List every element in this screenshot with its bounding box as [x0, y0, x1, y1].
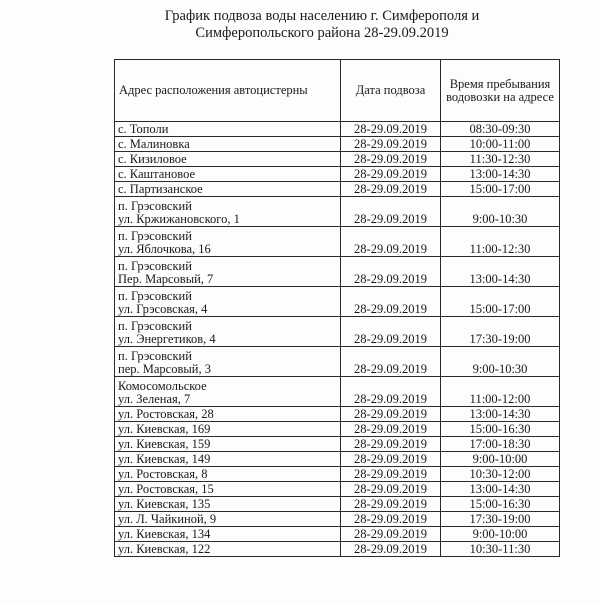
- address-line-2: ул. Яблочкова, 16: [118, 242, 211, 256]
- time-cell: 9:00-10:00: [441, 452, 560, 467]
- time-cell: 15:00-17:00: [441, 182, 560, 197]
- address-line-1: с. Кизиловое: [118, 152, 187, 166]
- document-title: [112, 8, 532, 42]
- date-cell: 28-29.09.2019: [341, 542, 441, 557]
- address-line-2: ул. Грэсовская, 4: [118, 302, 208, 316]
- address-cell: [115, 407, 341, 422]
- time-cell: 10:30-12:00: [441, 467, 560, 482]
- address-cell: [115, 512, 341, 527]
- address-line-1: с. Тополи: [118, 122, 169, 136]
- address-line-1: ул. Киевская, 149: [118, 452, 211, 466]
- time-cell: 10:00-11:00: [441, 137, 560, 152]
- address-line-1: ул. Киевская, 169: [118, 422, 211, 436]
- date-cell: 28-29.09.2019: [341, 317, 441, 347]
- address-line-1: ул. Киевская, 134: [118, 527, 211, 541]
- table-row: [115, 452, 560, 467]
- table-row: [115, 167, 560, 182]
- address-line-1: с. Каштановое: [118, 167, 196, 181]
- date-cell: 28-29.09.2019: [341, 257, 441, 287]
- time-cell: 15:00-17:00: [441, 287, 560, 317]
- time-cell: 11:00-12:30: [441, 227, 560, 257]
- time-cell: 15:00-16:30: [441, 497, 560, 512]
- address-cell: [115, 197, 341, 227]
- table-row: [115, 137, 560, 152]
- date-cell: 28-29.09.2019: [341, 122, 441, 137]
- table-header-row: [115, 60, 560, 122]
- address-cell: [115, 137, 341, 152]
- date-cell: 28-29.09.2019: [341, 197, 441, 227]
- table-row: [115, 467, 560, 482]
- time-cell: 17:30-19:00: [441, 317, 560, 347]
- date-cell: 28-29.09.2019: [341, 482, 441, 497]
- table-row: [115, 497, 560, 512]
- table-row: [115, 482, 560, 497]
- address-cell: [115, 347, 341, 377]
- table-row: [115, 197, 560, 227]
- address-line-1: ул. Ростовская, 15: [118, 482, 214, 496]
- table-row: [115, 227, 560, 257]
- date-cell: 28-29.09.2019: [341, 512, 441, 527]
- address-line-1: п. Грэсовский: [118, 229, 192, 243]
- title-line-1: График подвоза воды населению г. Симферополя и: [164, 8, 480, 24]
- header-address: Адрес расположения автоцистерны: [115, 60, 341, 122]
- title-line-2: Симферопольского района 28-29.09.2019: [195, 25, 449, 41]
- address-cell: [115, 182, 341, 197]
- address-cell: [115, 527, 341, 542]
- address-line-2: пер. Марсовый, 3: [118, 362, 211, 376]
- table-row: [115, 377, 560, 407]
- address-line-1: Комосомольское: [118, 379, 207, 393]
- table-row: [115, 257, 560, 287]
- table-row: [115, 152, 560, 167]
- address-line-1: ул. Ростовская, 8: [118, 467, 208, 481]
- date-cell: 28-29.09.2019: [341, 527, 441, 542]
- address-line-1: п. Грэсовский: [118, 349, 192, 363]
- address-line-1: п. Грэсовский: [118, 319, 192, 333]
- time-cell: 9:00-10:30: [441, 197, 560, 227]
- time-cell: 13:00-14:30: [441, 482, 560, 497]
- table-row: [115, 317, 560, 347]
- address-line-1: с. Партизанское: [118, 182, 203, 196]
- address-cell: [115, 227, 341, 257]
- time-cell: 13:00-14:30: [441, 407, 560, 422]
- date-cell: 28-29.09.2019: [341, 347, 441, 377]
- address-cell: [115, 497, 341, 512]
- date-cell: 28-29.09.2019: [341, 377, 441, 407]
- address-cell: [115, 167, 341, 182]
- address-line-2: Пер. Марсовый, 7: [118, 272, 214, 286]
- address-line-1: ул. Киевская, 122: [118, 542, 211, 556]
- address-line-1: ул. Ростовская, 28: [118, 407, 214, 421]
- table-row: [115, 527, 560, 542]
- schedule-table: [114, 59, 560, 557]
- address-cell: [115, 287, 341, 317]
- time-cell: 11:00-12:00: [441, 377, 560, 407]
- header-time: Время пребывания водовозки на адресе: [441, 60, 560, 122]
- time-cell: 15:00-16:30: [441, 422, 560, 437]
- address-cell: [115, 467, 341, 482]
- address-line-2: ул. Энергетиков, 4: [118, 332, 216, 346]
- table-row: [115, 437, 560, 452]
- address-cell: [115, 257, 341, 287]
- date-cell: 28-29.09.2019: [341, 167, 441, 182]
- address-line-1: п. Грэсовский: [118, 199, 192, 213]
- date-cell: 28-29.09.2019: [341, 452, 441, 467]
- date-cell: 28-29.09.2019: [341, 407, 441, 422]
- table-row: [115, 287, 560, 317]
- date-cell: 28-29.09.2019: [341, 227, 441, 257]
- address-line-2: ул. Зеленая, 7: [118, 392, 191, 406]
- address-line-1: п. Грэсовский: [118, 259, 192, 273]
- table-row: [115, 542, 560, 557]
- header-date: Дата подвоза: [341, 60, 441, 122]
- time-cell: 08:30-09:30: [441, 122, 560, 137]
- address-line-2: ул. Кржижановского, 1: [118, 212, 240, 226]
- date-cell: 28-29.09.2019: [341, 182, 441, 197]
- time-cell: 10:30-11:30: [441, 542, 560, 557]
- time-cell: 13:00-14:30: [441, 167, 560, 182]
- address-line-1: ул. Л. Чайкиной, 9: [118, 512, 217, 526]
- address-cell: [115, 422, 341, 437]
- address-cell: [115, 542, 341, 557]
- address-cell: [115, 152, 341, 167]
- table-row: [115, 182, 560, 197]
- table-body: [115, 122, 560, 557]
- table-row: [115, 407, 560, 422]
- table-row: [115, 122, 560, 137]
- address-line-1: с. Малиновка: [118, 137, 190, 151]
- address-cell: [115, 452, 341, 467]
- address-cell: [115, 377, 341, 407]
- date-cell: 28-29.09.2019: [341, 422, 441, 437]
- address-cell: [115, 317, 341, 347]
- time-cell: 11:30-12:30: [441, 152, 560, 167]
- time-cell: 9:00-10:30: [441, 347, 560, 377]
- table-row: [115, 347, 560, 377]
- address-cell: [115, 122, 341, 137]
- address-cell: [115, 482, 341, 497]
- date-cell: 28-29.09.2019: [341, 137, 441, 152]
- table-row: [115, 422, 560, 437]
- date-cell: 28-29.09.2019: [341, 467, 441, 482]
- address-line-1: п. Грэсовский: [118, 289, 192, 303]
- date-cell: 28-29.09.2019: [341, 152, 441, 167]
- address-line-1: ул. Киевская, 135: [118, 497, 211, 511]
- time-cell: 13:00-14:30: [441, 257, 560, 287]
- address-cell: [115, 437, 341, 452]
- time-cell: 17:00-18:30: [441, 437, 560, 452]
- time-cell: 17:30-19:00: [441, 512, 560, 527]
- address-line-1: ул. Киевская, 159: [118, 437, 211, 451]
- date-cell: 28-29.09.2019: [341, 497, 441, 512]
- table-row: [115, 512, 560, 527]
- date-cell: 28-29.09.2019: [341, 287, 441, 317]
- time-cell: 9:00-10:00: [441, 527, 560, 542]
- date-cell: 28-29.09.2019: [341, 437, 441, 452]
